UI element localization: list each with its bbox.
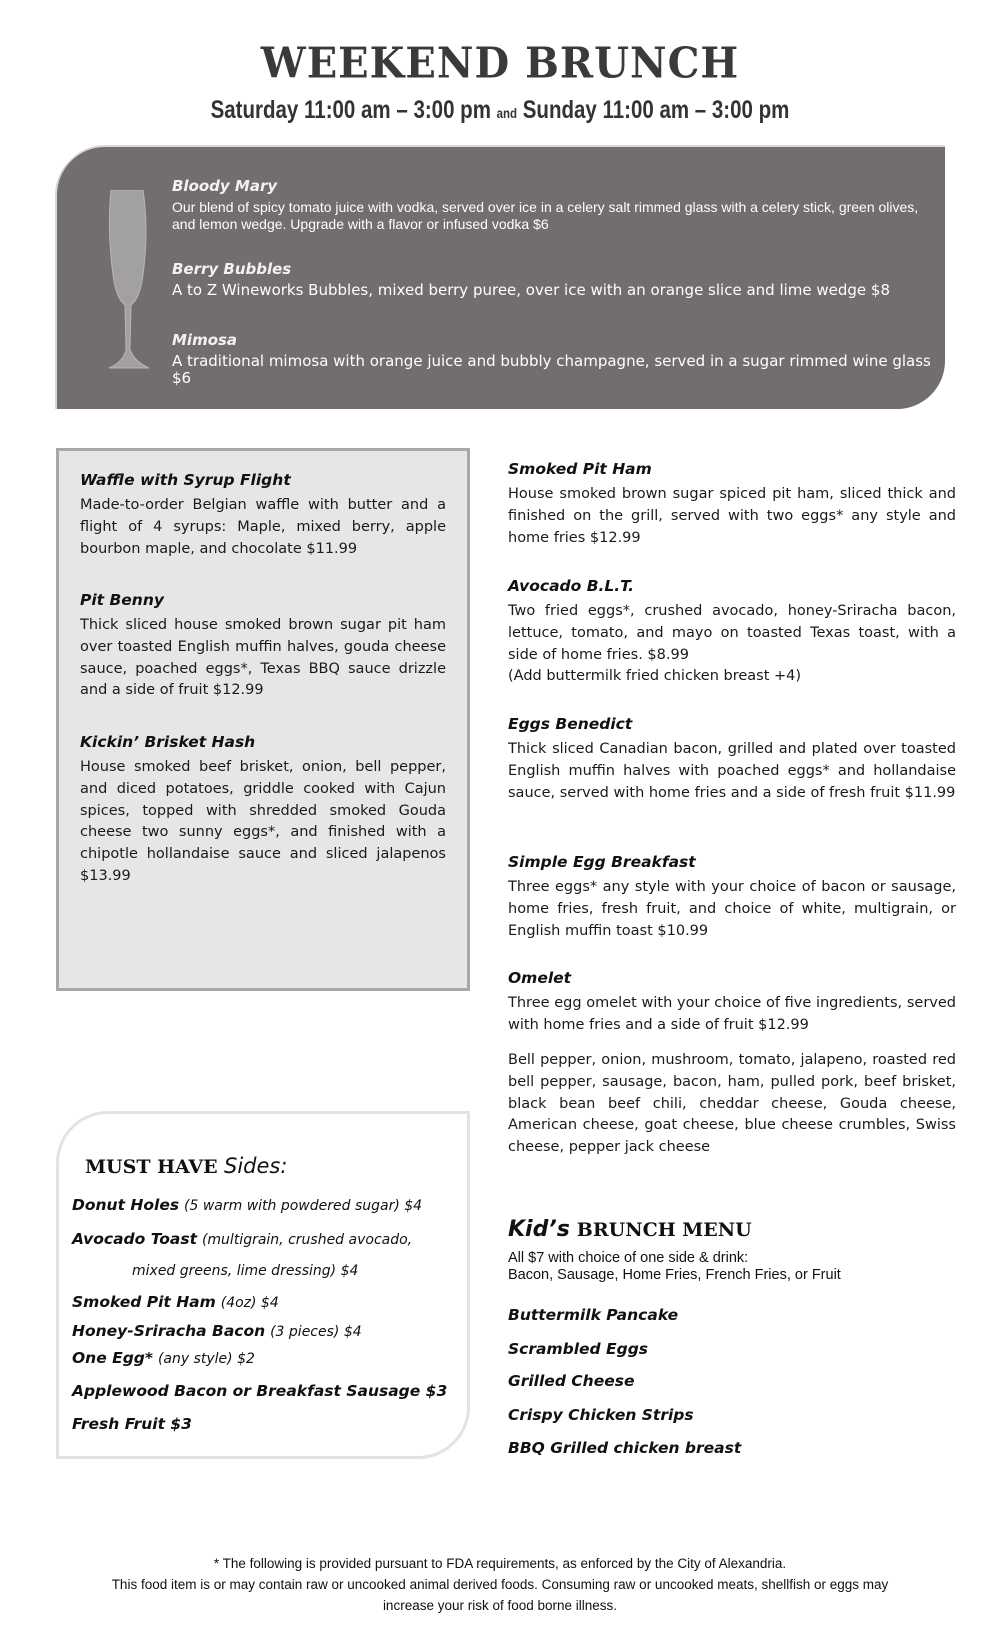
side-item (72, 1196, 422, 1214)
kids-item: Scrambled Eggs (508, 1340, 649, 1358)
hours-saturday: Saturday 11:00 am – 3:00 pm (210, 96, 491, 124)
menu-item (80, 733, 446, 888)
kids-item: Crispy Chicken Strips (508, 1406, 694, 1424)
item-name: Eggs Benedict (508, 715, 633, 733)
disclaimer-line: This food item is or may contain raw or uncooked animal derived foods. Consuming raw or uncooked meats, shellfish or eggs may (111, 1577, 889, 1592)
item-name: Smoked Pit Ham (508, 460, 652, 478)
item-name: Simple Egg Breakfast (508, 853, 696, 871)
side-item (72, 1230, 412, 1248)
sides-box (56, 1111, 470, 1459)
drink-description: A to Z Wineworks Bubbles, mixed berry puree, over ice with an orange slice and lime wedge $8 (172, 281, 891, 299)
kids-item: BBQ Grilled chicken breast (508, 1439, 742, 1457)
champagne-glass-icon (105, 190, 153, 370)
drink-name: Mimosa (172, 331, 238, 349)
menu-item (508, 853, 956, 942)
menu-item (508, 969, 956, 1037)
kids-menu-title (508, 1217, 752, 1242)
drink-item (172, 331, 932, 387)
menu-item (80, 591, 446, 702)
side-note: mixed greens, lime dressing) $4 (132, 1263, 359, 1279)
item-description: Two fried eggs*, crushed avocado, honey-Sriracha bacon, lettuce, tomato, and mayo on toasted Texas toast, with a side of home fries. $8.99 (508, 603, 956, 663)
item-description: Three egg omelet with your choice of five ingredients, served with home fries and a side of fruit $12.99 (508, 995, 956, 1033)
side-name: Honey-Sriracha Bacon (72, 1322, 266, 1340)
side-item (72, 1349, 255, 1367)
hours-line (90, 96, 910, 125)
item-name: Pit Benny (80, 591, 164, 609)
kids-title-script: Kid’s (508, 1217, 570, 1242)
menu-item (508, 715, 956, 804)
side-item (72, 1382, 447, 1400)
drinks-panel (57, 147, 945, 409)
item-description: Made-to-order Belgian waffle with butter and a flight of 4 syrups: Maple, mixed berry, apple bourbon maple, and chocolate $11.99 (80, 497, 446, 557)
item-description: House smoked beef brisket, onion, bell pepper, and diced potatoes, griddle cooked with Cajun spices, topped with shredded smoked Gouda cheese two sunny eggs*, and finished with a chipotle hollandaise sauce and sliced jalapenos $13.99 (80, 759, 446, 884)
drink-item (172, 177, 932, 233)
disclaimer-line: increase your risk of food borne illness. (382, 1598, 618, 1613)
item-name: Kickin’ Brisket Hash (80, 733, 256, 751)
kids-subtitle-line: All $7 with choice of one side & drink: (508, 1250, 749, 1266)
item-description: House smoked brown sugar spiced pit ham, sliced thick and finished on the grill, served with two eggs* any style and home fries $12.99 (508, 486, 956, 546)
side-note: (5 warm with powdered sugar) $4 (184, 1198, 423, 1214)
hours-and: and (496, 105, 518, 121)
side-item (72, 1322, 362, 1340)
item-name: Avocado B.L.T. (508, 577, 634, 595)
item-description: Thick sliced house smoked brown sugar pit ham over toasted English muffin halves, gouda cheese sauce, poached eggs*, Texas BBQ sauce drizzle and a side of fruit $12.99 (80, 617, 446, 699)
kids-title-stencil: BRUNCH MENU (576, 1219, 752, 1241)
kids-item: Grilled Cheese (508, 1372, 635, 1390)
side-name: Applewood Bacon or Breakfast Sausage $3 (72, 1382, 448, 1400)
item-description: Three eggs* any style with your choice of bacon or sausage, home fries, fresh fruit, and choice of white, multigrain, or English muffin toast $10.99 (508, 879, 956, 939)
fda-disclaimer (0, 1553, 1000, 1616)
side-name: Fresh Fruit $3 (72, 1415, 192, 1433)
page-title: WEEKEND BRUNCH (260, 38, 740, 89)
hours-sunday: Sunday 11:00 am – 3:00 pm (522, 96, 790, 124)
side-note: (any style) $2 (157, 1351, 255, 1367)
side-item (72, 1415, 192, 1433)
kids-item: Buttermilk Pancake (508, 1306, 679, 1324)
side-note: (3 pieces) $4 (270, 1324, 362, 1340)
menu-item (80, 471, 446, 560)
drink-item (172, 260, 932, 299)
side-note: (multigrain, crushed avocado, (201, 1232, 413, 1248)
item-note: (Add buttermilk fried chicken breast +4) (508, 668, 802, 685)
drink-description: Our blend of spicy tomato juice with vodka, served over ice in a celery salt rimmed glass with a celery stick, green olives, and lemon wedge. Upgrade with a flavor or infused vodka $6 (172, 199, 919, 232)
item-description: Thick sliced Canadian bacon, grilled and plated over toasted English muffin halves with poached eggs* and hollandaise sauce, served with home fries and a side of fresh fruit $11.99 (508, 741, 956, 801)
side-note: (4oz) $4 (220, 1295, 279, 1311)
drink-description: A traditional mimosa with orange juice and bubbly champagne, served in a sugar rimmed wine glass $6 (172, 352, 931, 387)
omelet-ingredients: Bell pepper, onion, mushroom, tomato, jalapeno, roasted red bell pepper, sausage, bacon, ham, pulled pork, beef brisket, black bean beef chili, cheddar cheese, Gouda cheese, American cheese, goat cheese, blue cheese crumbles, Swiss cheese, pepper jack cheese (508, 1052, 956, 1156)
side-item (72, 1293, 279, 1311)
side-name: Smoked Pit Ham (72, 1293, 216, 1311)
drink-name: Berry Bubbles (172, 260, 292, 278)
sides-title-script: Sides: (223, 1154, 288, 1178)
side-item-continuation (132, 1261, 358, 1279)
kids-menu-subtitle (508, 1250, 841, 1284)
sides-title (85, 1154, 287, 1178)
item-name: Waffle with Syrup Flight (80, 471, 291, 489)
menu-item (508, 460, 956, 549)
side-name: One Egg* (72, 1349, 154, 1367)
side-name: Avocado Toast (72, 1230, 198, 1248)
drink-name: Bloody Mary (172, 177, 278, 195)
featured-mains-box (56, 448, 470, 991)
disclaimer-line: * The following is provided pursuant to FDA requirements, as enforced by the City of Alexandria. (213, 1556, 787, 1571)
side-name: Donut Holes (72, 1196, 180, 1214)
kids-subtitle-line: Bacon, Sausage, Home Fries, French Fries, or Fruit (508, 1267, 841, 1283)
menu-item (508, 577, 956, 688)
sides-title-stencil: MUST HAVE (85, 1156, 218, 1178)
item-name: Omelet (508, 969, 572, 987)
